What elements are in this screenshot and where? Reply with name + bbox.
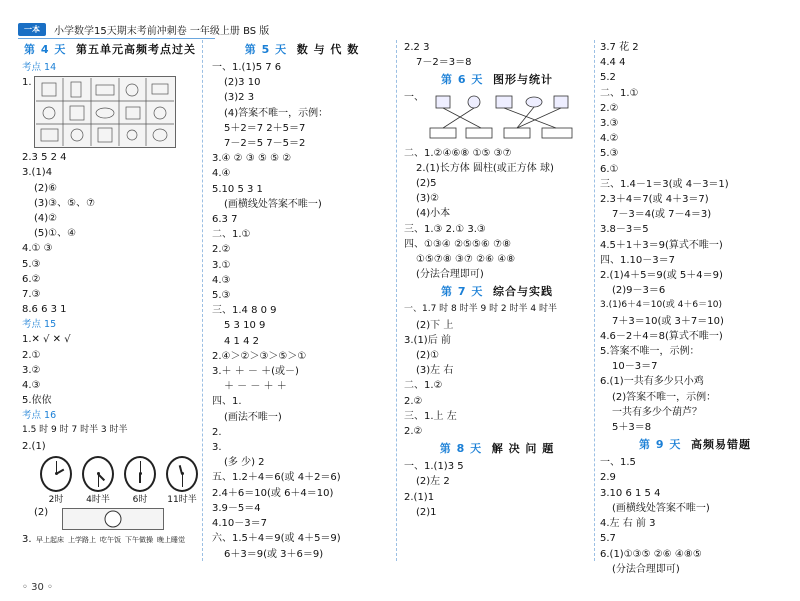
day9-answers: [600, 455, 790, 577]
clock-icon: [40, 456, 72, 492]
clock-labels: [40, 492, 198, 505]
answer-line: 4.6－2＋4＝8(算式不唯一): [600, 330, 723, 342]
answer-line: 2.(1): [22, 440, 46, 452]
answer-line: 3.①: [212, 259, 231, 271]
clock-icon: [124, 456, 156, 492]
day9-label: 第 9 天: [639, 438, 682, 452]
answer-line: 一、1.(1)3 5: [404, 461, 464, 473]
answer-line: 6.(1)①③⑤ ②⑥ ④⑧⑤: [600, 548, 702, 560]
answer-line: 2.①: [22, 349, 41, 361]
answer-line: 三、1.③ 2.① 3.③: [404, 223, 486, 235]
answer-line: 2.9: [600, 472, 616, 484]
answer-line: 5.依依: [22, 395, 52, 407]
clock-row: [40, 456, 198, 492]
answer-line: 4.④: [212, 168, 231, 180]
day7-title: 综合与实践: [493, 285, 553, 299]
answer-line: 一共有多少个葫芦？: [612, 406, 702, 418]
clock-label: 6时: [132, 494, 148, 505]
clock-icon: [101, 510, 125, 528]
column-day4: [22, 40, 198, 577]
shape-matching-icon: [426, 92, 576, 144]
answer-line: 4.① ③: [22, 243, 53, 255]
answer-line: 3.8－3＝5: [600, 224, 649, 236]
answer-line: 一、1.7 时 8 时半 9 时 2 时半 4 时半: [404, 304, 557, 315]
answer-line: 3.②: [22, 364, 41, 376]
answer-line: 2.②: [600, 102, 619, 114]
answer-line: 4.左 右 前 3: [600, 518, 656, 530]
answer-line: 三、1.上 左: [404, 410, 457, 422]
answer-line: 1.: [22, 77, 32, 88]
column-day5: [212, 40, 392, 577]
answer-line: 2.②: [404, 426, 423, 438]
page-number: ◦ 30 ◦: [22, 582, 53, 593]
topic-15-label: 考点 15: [22, 319, 57, 331]
day5-title: 数 与 代 数: [296, 43, 360, 56]
answer-line: (2)5: [416, 178, 437, 190]
day8-title: 解 决 问 题: [491, 442, 555, 456]
answer-line: 四、1.: [212, 396, 242, 408]
answer-line: (2)左 2: [416, 476, 450, 488]
answer-line: 3.9－5＝4: [212, 502, 261, 514]
clock-drawing-image: [62, 508, 164, 530]
answer-line: (5)①、④: [34, 228, 77, 240]
answer-line: 五、1.2＋4＝6(或 4＋2＝6): [212, 472, 341, 484]
answer-line: 一、1.5: [600, 457, 636, 469]
day5-heading: [212, 40, 392, 60]
answer-line: 4.5＋1＋3＝9(算式不唯一): [600, 239, 723, 251]
answer-line: ＋ － － ＋ ＋: [224, 381, 287, 393]
answer-line: 3.＋ ＋ － ＋(或－): [212, 366, 299, 378]
answer-line: 2.: [212, 426, 222, 438]
activity-label: 下午做操: [125, 536, 153, 545]
activity-label: 上学路上: [68, 536, 96, 545]
answer-line: 8.6 6 3 1: [22, 304, 67, 316]
answer-line: (2)答案不唯一，示例：: [612, 391, 717, 403]
day4-label: 第 4 天: [24, 43, 67, 56]
day5-answers: [212, 60, 392, 562]
answer-line: 5.答案不唯一，示例：: [600, 346, 700, 358]
answer-line: 二、1.②: [404, 380, 443, 392]
answer-line: 二、1.①: [600, 87, 639, 99]
day7-answers: [404, 302, 590, 439]
objects-grid-icon: [36, 78, 174, 146]
answer-line: 1.5 时 9 时 7 时半 3 时半: [22, 425, 128, 436]
clock-icon: [82, 456, 114, 492]
answer-line: 2.(1)1: [404, 491, 435, 503]
answer-line: (3)左 右: [416, 365, 454, 377]
answer-line: (2)9－3＝6: [612, 285, 666, 297]
answer-line: (3)2 3: [224, 92, 255, 104]
answer-line: (2)3 10: [224, 77, 261, 89]
answer-line: (2)下 上: [416, 319, 454, 331]
answer-line: (分法合理即可): [612, 563, 680, 575]
answer-line: 3.7 花 2: [600, 42, 639, 53]
answer-line: 7－2＝5 7－5＝2: [224, 138, 306, 150]
answer-line: 2.④＞②＞③＞⑤＞①: [212, 350, 307, 362]
day9-title: 高频易错题: [691, 438, 751, 452]
column-divider: [202, 40, 203, 561]
answer-line: (2)⑥: [34, 182, 58, 194]
answer-line: 3.(1)后 前: [404, 334, 451, 346]
answer-line: 三、1.4 8 0 9: [212, 305, 277, 317]
answer-line: 5.③: [212, 290, 231, 302]
answer-line: ①⑤⑦⑧ ③⑦ ②⑥ ④⑧: [416, 254, 516, 266]
day9-heading: [600, 435, 790, 455]
answer-line: 7－2＝3＝8: [416, 57, 472, 69]
activity-label: 吃午饭: [100, 536, 121, 545]
answer-line: 6.(1)一共有多少只小鸡: [600, 376, 704, 388]
answer-line: (4)②: [34, 213, 58, 225]
answer-line: 2.3＋4＝7(或 4＋3＝7): [600, 194, 709, 206]
answer-line: 5.③: [600, 148, 619, 160]
answer-line: (2): [34, 506, 49, 518]
day8-heading: [404, 439, 590, 459]
answer-line: 4.③: [212, 274, 231, 286]
answer-line: 3.③: [600, 118, 619, 130]
answer-line: 四、①③④ ②⑤⑤⑥ ⑦⑧: [404, 238, 512, 250]
answer-line: 5.10 5 3 1: [212, 183, 263, 195]
answer-line: 2.②: [212, 244, 231, 256]
answer-line: 6.3 7: [212, 214, 238, 226]
answer-line: 3.(1)6＋4＝10(或 4＋6＝10): [600, 300, 723, 311]
column-divider: [594, 40, 595, 561]
day7-heading: [404, 282, 590, 302]
header-rule: [18, 38, 215, 39]
activity-label: 晚上睡觉: [157, 536, 185, 545]
answer-line: (4)小本: [416, 208, 451, 220]
clock-label: 4时半: [86, 494, 110, 505]
column-divider: [396, 40, 397, 561]
answer-line: 2.3 5 2 4: [22, 152, 67, 164]
answer-line: 四、1.10－3＝7: [600, 254, 675, 266]
answer-line: 6.②: [22, 273, 41, 285]
shape-matching-image: [426, 92, 576, 144]
answer-line: 5＋2＝7 2＋5＝7: [224, 122, 306, 134]
clock-label: 11时半: [167, 494, 197, 505]
publisher-logo: 一本: [18, 23, 46, 36]
answer-line: 2.(1)4＋5＝9(或 5＋4＝9): [600, 270, 723, 282]
activity-row: [36, 535, 198, 545]
day8-label: 第 8 天: [439, 442, 483, 456]
answer-line: 4.4 4: [600, 57, 626, 69]
topic-16-label: 考点 16: [22, 410, 57, 422]
answer-line: (4)答案不唯一，示例：: [224, 107, 329, 119]
answer-line: 4.②: [600, 133, 619, 145]
answer-line: 4.③: [22, 380, 41, 392]
day8-answers-cont: [600, 40, 790, 435]
answer-line: 一、: [404, 92, 424, 104]
objects-grid-image: [34, 76, 176, 148]
answer-line: 3.(1)4: [22, 167, 53, 179]
answer-line: 7.③: [22, 289, 41, 301]
answer-line: 六、1.5＋4＝9(或 4＋5＝9): [212, 533, 341, 545]
answer-line: (画法不唯一): [224, 411, 282, 423]
day6-heading: [404, 70, 590, 90]
answer-line: 1.✕ √ ✕ √: [22, 334, 71, 346]
answer-line: (2)1: [416, 506, 437, 518]
day4-heading: [22, 40, 198, 60]
answer-line: 3.10 6 1 5 4: [600, 487, 661, 499]
answer-line: 2.②: [404, 395, 423, 407]
answer-line: 5 3 10 9: [224, 320, 266, 332]
answer-line: 6＋3＝9(或 3＋6＝9): [224, 548, 324, 560]
answer-line: (多 少) 2: [224, 457, 265, 469]
day5-label: 第 5 天: [244, 43, 288, 56]
answer-line: 2.4＋6＝10(或 6＋4＝10): [212, 487, 334, 499]
clock-icon: [166, 456, 198, 492]
answer-line: 3.: [22, 534, 32, 546]
answer-line: 三、1.4－1＝3(或 4－3＝1): [600, 178, 729, 190]
day7-label: 第 7 天: [441, 285, 484, 299]
column-day6-8: [404, 40, 590, 577]
answer-line: 二、1.①: [212, 229, 251, 241]
column-day8-9: [600, 40, 790, 577]
answer-line: 5.7: [600, 533, 616, 545]
day6-title: 图形与统计: [493, 73, 553, 87]
answer-line: 2.(1)长方体 圆柱(或正方体 球): [416, 162, 554, 174]
answer-line: 3.④ ② ③ ⑤ ⑤ ②: [212, 153, 292, 165]
answer-line: 4 1 4 2: [224, 335, 259, 347]
answer-line: 二、1.②④⑥⑧ ①⑤ ③⑦: [404, 147, 512, 159]
activity-label: 早上起床: [36, 536, 64, 545]
answer-line: 2.2 3: [404, 42, 430, 53]
answer-line: 5＋3＝8: [612, 422, 652, 434]
answer-line: 7＋3＝10(或 3＋7＝10): [612, 315, 724, 327]
answer-line: 7－3＝4(或 7－4＝3): [612, 209, 712, 221]
answer-line: 6.①: [600, 163, 619, 175]
answer-line: 10－3＝7: [612, 361, 658, 373]
answer-line: 一、1.(1)5 7 6: [212, 62, 282, 73]
book-title: 小学数学15天期末考前冲刺卷 一年级上册 BS 版: [54, 25, 270, 37]
day4-title: 第五单元高频考点过关: [76, 43, 196, 56]
answer-line: 5.2: [600, 72, 616, 84]
answer-line: 3.: [212, 442, 222, 454]
answer-line: (分法合理即可): [416, 269, 484, 281]
answer-line: 4.10－3＝7: [212, 518, 267, 530]
clock-label: 2时: [48, 494, 64, 505]
answer-line: 5.③: [22, 258, 41, 270]
topic-14-label: 考点 14: [22, 62, 57, 73]
answer-line: (3)②: [416, 193, 440, 205]
answer-line: (2)①: [416, 350, 440, 362]
answer-line: (3)③、⑤、⑦: [34, 197, 96, 209]
answer-line: (画横线处答案不唯一): [612, 502, 710, 514]
day8-answers: [404, 459, 590, 520]
answer-line: (画横线处答案不唯一): [224, 198, 322, 210]
page-header: [18, 22, 269, 36]
day6-label: 第 6 天: [441, 73, 484, 87]
